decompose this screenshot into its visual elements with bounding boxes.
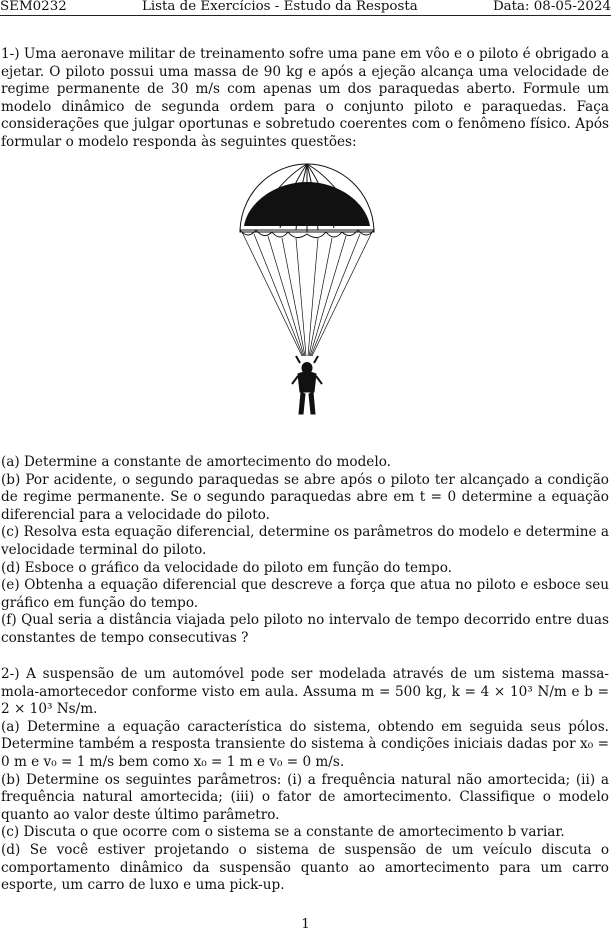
document-date: Data: 08-05-2024 bbox=[492, 0, 611, 14]
parachute-illustration bbox=[236, 160, 378, 418]
pilot-figure bbox=[292, 356, 322, 414]
document-title: Lista de Exercícios - Estudo da Resposta bbox=[141, 0, 418, 14]
question-2-intro: 2-) A suspensão de um automóvel pode ser modelada através de um sistema massa-mola-amortecedor conforme visto em aula. Assuma m = 500 kg, k = 4 × 10³ N/m e b = 2 × 10³ Ns/m. bbox=[1, 666, 609, 718]
question-1-item-f: (f) Qual seria a distância viajada pelo piloto no intervalo de tempo decorrido entre duas constantes de tempo consecutivas ? bbox=[1, 612, 609, 646]
question-2-item-a: (a) Determine a equação característica do sistema, obtendo em seguida seus pólos. Determine também a resposta transiente do sistema à condições iniciais dadas por x₀ = 0 m e v₀ = 1 m/s bem como x₀ = 1 m e v₀ = 0 m/s. bbox=[1, 718, 609, 770]
page-number: 1 bbox=[301, 917, 310, 932]
question-1-item-c: (c) Resolva esta equação diferencial, determine os parâmetros do modelo e determine a velocidade terminal do piloto. bbox=[1, 524, 609, 558]
question-1-items bbox=[1, 454, 609, 648]
question-1-item-d: (d) Esboce o gráfico da velocidade do piloto em função do tempo. bbox=[1, 559, 452, 576]
question-1-item-b: (b) Por acidente, o segundo paraquedas se abre após o piloto ter alcançado a condição de regime permanente. Se o segundo paraquedas abre em t = 0 determine a equação diferencial para a velocidade do piloto. bbox=[1, 471, 609, 523]
question-1-item-a: (a) Determine a constante de amortecimento do modelo. bbox=[1, 454, 391, 470]
question-2-item-d: (d) Se você estiver projetando o sistema de suspensão de um veículo discuta o comportamento dinâmico da suspensão quanto ao amortecimento para um carro esporte, um carro de luxo e uma pick-up. bbox=[1, 841, 609, 894]
course-code: SEM0232 bbox=[0, 0, 67, 14]
page-header bbox=[0, 0, 611, 14]
question-2-item-c: (c) Discuta o que ocorre com o sistema se a constante de amortecimento b variar. bbox=[1, 824, 565, 841]
header-rule bbox=[0, 15, 611, 16]
question-1-item-e: (e) Obtenha a equação diferencial que descreve a força que atua no piloto e esboce seu gráfico em função do tempo. bbox=[1, 577, 609, 611]
question-2-block bbox=[1, 666, 609, 895]
question-1-intro: 1-) Uma aeronave militar de treinamento sofre uma pane em vôo e o piloto é obrigado a ejetar. O piloto possui uma massa de 90 kg e após a ejeção alcança uma velocidade de regime permanente de 30 m/s com apenas um dos paraquedas aberto. Formule um modelo dinâmico de segunda ordem para o conjunto piloto e paraquedas. Faça considerações que julgar oportunas e sobretudo coerentes com o fenômeno físico. Após formular o modelo responda às seguintes questões: bbox=[1, 46, 609, 150]
question-1-intro-block bbox=[1, 46, 609, 152]
question-2-item-b: (b) Determine os seguintes parâmetros: (i) a frequência natural não amortecida; (ii) a frequência natural amortecida; (iii) o fator de amortecimento. Classifique o modelo quanto ao valor deste último parâmetro. bbox=[1, 771, 609, 823]
